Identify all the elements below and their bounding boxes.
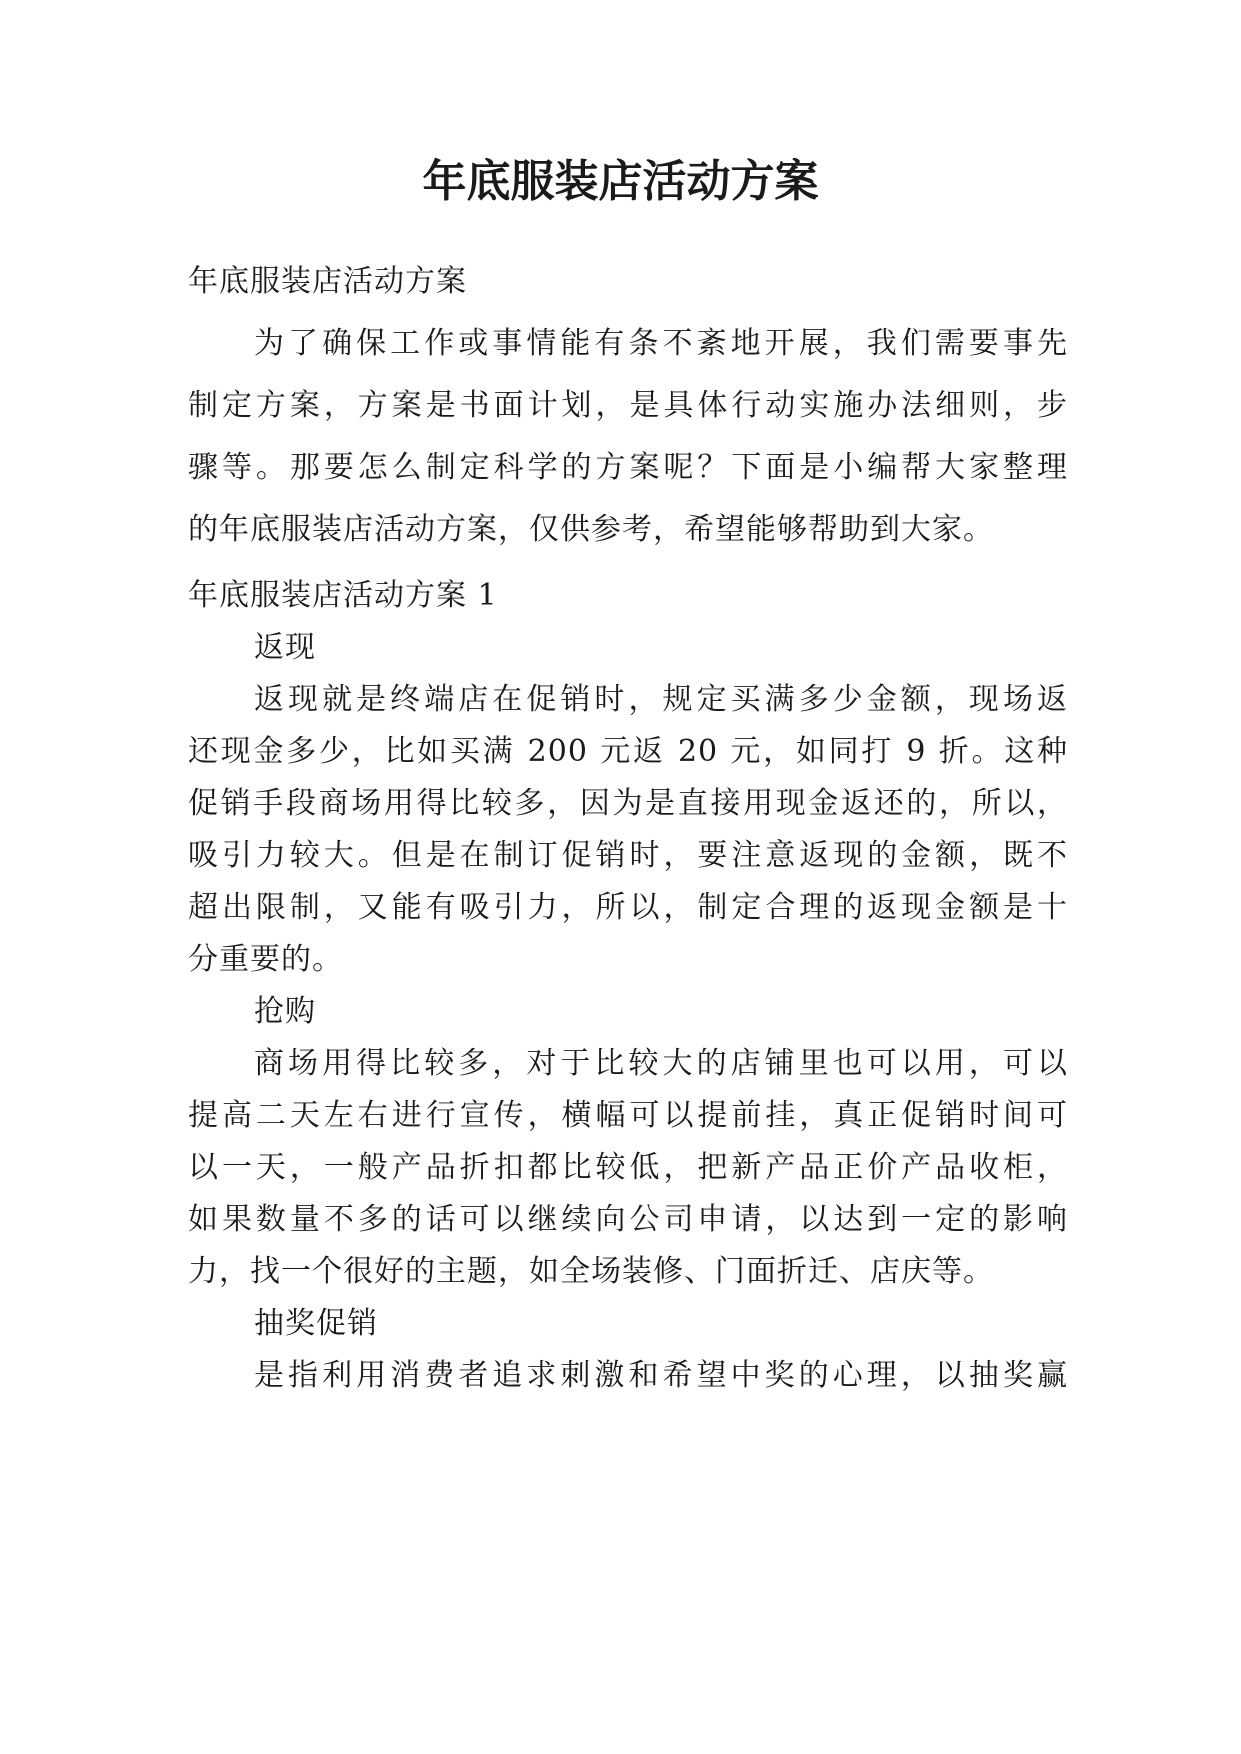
paragraph-line: 返现就是终端店在促销时，规定买满多少金额，现场返	[254, 682, 1068, 717]
paragraph-line: 为了确保工作或事情能有条不紊地开展，我们需要事先	[254, 326, 1068, 361]
paragraph-line: 的年底服装店活动方案，仅供参考，希望能够帮助到大家。	[188, 512, 994, 547]
paragraph-line: 以一天，一般产品折扣都比较低，把新产品正价产品收柜，	[188, 1150, 1068, 1185]
paragraph-line: 商场用得比较多，对于比较大的店铺里也可以用，可以	[254, 1046, 1068, 1081]
paragraph-line: 吸引力较大。但是在制订促销时，要注意返现的金额，既不	[188, 838, 1068, 873]
paragraph-line: 制定方案，方案是书面计划，是具体行动实施办法细则，步	[188, 388, 1068, 423]
paragraph-line: 分重要的。	[188, 942, 343, 977]
paragraph-line: 骤等。那要怎么制定科学的方案呢？下面是小编帮大家整理	[188, 450, 1068, 485]
paragraph-line: 力，找一个很好的主题，如全场装修、门面折迁、店庆等。	[188, 1254, 994, 1289]
paragraph-line: 是指利用消费者追求刺激和希望中奖的心理，以抽奖赢	[254, 1358, 1068, 1393]
paragraph-line: 促销手段商场用得比较多，因为是直接用现金返还的，所以，	[188, 786, 1068, 821]
subheading-lottery: 抽奖促销	[254, 1306, 378, 1341]
paragraph-line: 超出限制，又能有吸引力，所以，制定合理的返现金额是十	[188, 890, 1068, 925]
paragraph-line: 还现金多少，比如买满 200 元返 20 元，如同打 9 折。这种	[188, 734, 1068, 769]
section-heading-plan-1: 年底服装店活动方案 1	[188, 578, 498, 613]
subheading-flash-sale: 抢购	[254, 994, 316, 1029]
subheading-cashback: 返现	[254, 630, 316, 665]
section-heading-intro: 年底服装店活动方案	[188, 264, 467, 299]
document-title: 年底服装店活动方案	[422, 156, 819, 207]
paragraph-line: 提高二天左右进行宣传，横幅可以提前挂，真正促销时间可	[188, 1098, 1068, 1133]
paragraph-line: 如果数量不多的话可以继续向公司申请，以达到一定的影响	[188, 1202, 1068, 1237]
